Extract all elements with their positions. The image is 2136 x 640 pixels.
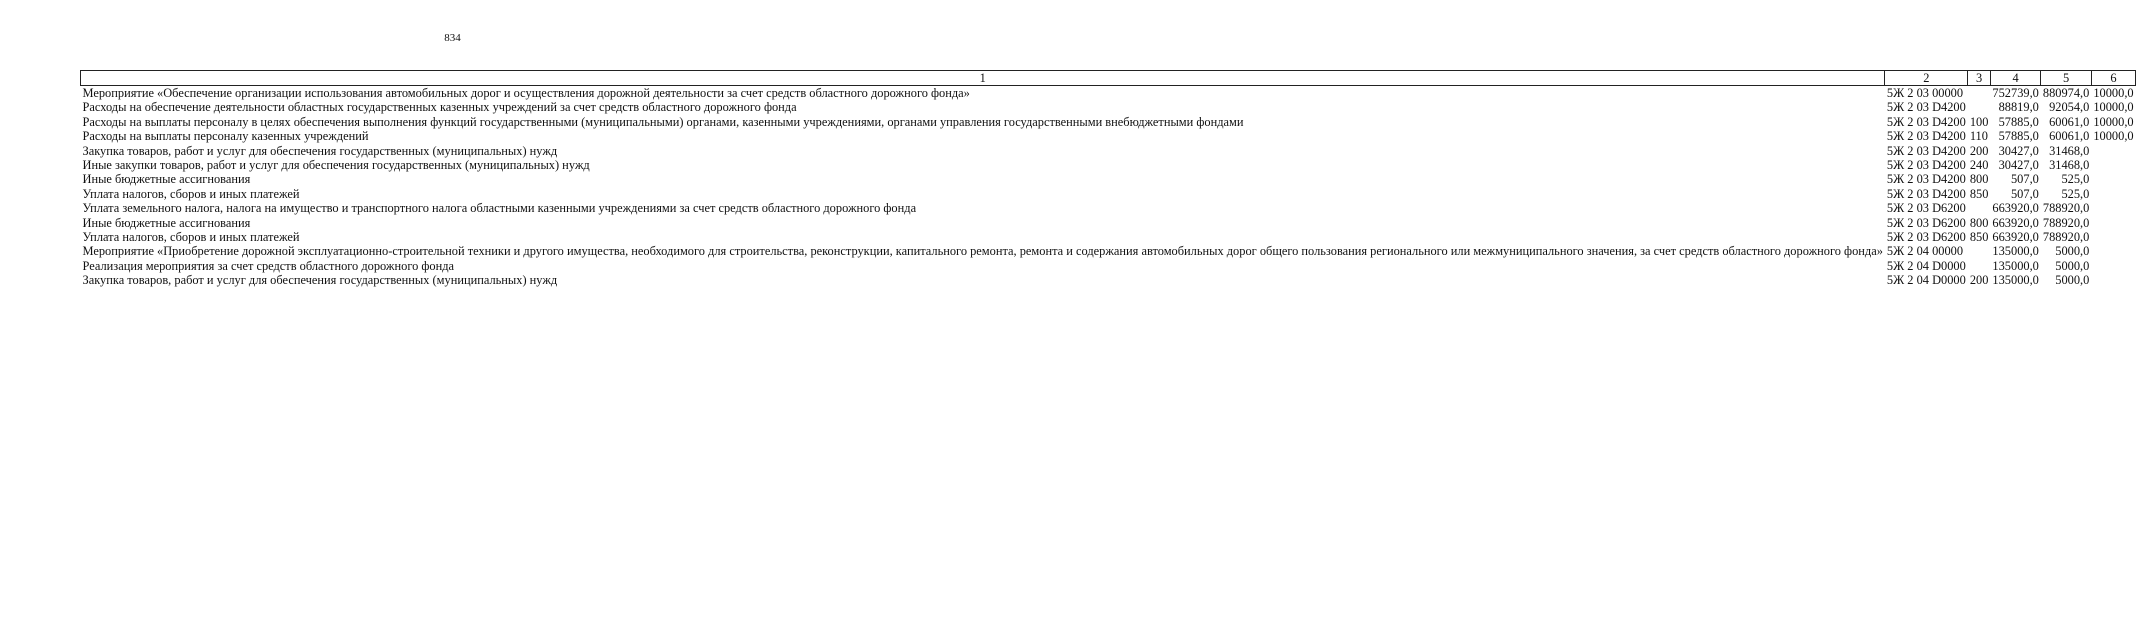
row-value-6 [2091, 259, 2135, 273]
page-number: 834 [444, 32, 461, 44]
row-value-6 [2091, 216, 2135, 230]
column-header-4: 4 [1990, 71, 2040, 86]
row-value-4: 135000,0 [1992, 244, 2039, 259]
row-value-6: 10000,0 [2093, 86, 2134, 100]
row-name: Закупка товаров, работ и услуг для обеспечения государственных (муниципальных) нужд [82, 273, 558, 288]
row-value-6: 10000,0 [2093, 129, 2134, 144]
row-value-4: 30427,0 [1998, 158, 2039, 173]
row-expense-type: 110 [1969, 129, 1988, 144]
row-code: 5Ж 2 03 D4200 [1886, 172, 1966, 187]
table-row [81, 201, 2136, 215]
row-value-6 [2091, 244, 2135, 258]
row-expense-type: 200 [1969, 143, 1989, 158]
row-value-4: 30427,0 [1998, 143, 2039, 158]
row-value-4: 752739,0 [1992, 86, 2039, 100]
row-name: Закупка товаров, работ и услуг для обеспечения государственных (муниципальных) нужд [82, 143, 558, 158]
row-expense-type [1968, 86, 1991, 101]
row-expense-type: 800 [1969, 215, 1989, 230]
row-code: 5Ж 2 04 00000 [1886, 244, 1964, 259]
row-name: Расходы на выплаты персоналу в целях обеспечения выполнения функций государственными (муниципальными) органами, казенными учреждениями, органами управления государственными внебюджетными фондами [82, 114, 1244, 129]
row-code: 5Ж 2 04 D0000 [1886, 258, 1966, 273]
row-value-6 [2091, 187, 2135, 201]
row-value-4: 135000,0 [1992, 273, 2039, 288]
table-row [81, 273, 2136, 287]
row-value-5: 788920,0 [2042, 230, 2090, 245]
row-value-6: 10000,0 [2093, 114, 2134, 129]
table-row [81, 172, 2136, 186]
row-expense-type: 850 [1969, 186, 1989, 201]
row-expense-type: 240 [1969, 158, 1989, 173]
column-header-2: 2 [1885, 71, 1968, 86]
row-expense-type: 100 [1969, 114, 1989, 129]
table-row [81, 158, 2136, 172]
row-name: Реализация мероприятия за счет средств областного дорожного фонда [82, 258, 455, 273]
row-value-6 [2091, 144, 2135, 158]
row-value-4: 135000,0 [1992, 258, 2039, 273]
row-name: Уплата земельного налога, налога на имущество и транспортного налога областными казенными учреждениями за счет средств областного дорожного фонда [82, 201, 917, 216]
row-code: 5Ж 2 03 D4200 [1886, 114, 1966, 129]
row-code: 5Ж 2 03 D4200 [1886, 100, 1966, 115]
row-value-5: 525,0 [2061, 186, 2090, 201]
row-value-4: 663920,0 [1992, 215, 2039, 230]
row-expense-type: 850 [1969, 230, 1989, 245]
budget-table [80, 70, 2136, 288]
row-value-4: 663920,0 [1992, 230, 2039, 245]
row-value-5: 60061,0 [2049, 129, 2090, 144]
row-value-5: 880974,0 [2042, 86, 2090, 100]
table-row [81, 115, 2136, 129]
table-row [81, 230, 2136, 244]
row-name: Иные бюджетные ассигнования [82, 215, 251, 230]
row-value-4: 507,0 [2010, 172, 2039, 187]
row-code: 5Ж 2 03 D4200 [1886, 186, 1966, 201]
column-number-row [81, 71, 2136, 86]
row-value-5: 31468,0 [2049, 158, 2090, 173]
row-value-4: 507,0 [2010, 186, 2039, 201]
row-code: 5Ж 2 03 00000 [1886, 86, 1964, 100]
row-expense-type: 800 [1969, 172, 1989, 187]
row-value-6: 10000,0 [2093, 100, 2134, 115]
row-value-5: 5000,0 [2055, 273, 2090, 288]
row-value-5: 31468,0 [2049, 143, 2090, 158]
table-row [81, 100, 2136, 114]
row-expense-type [1968, 244, 1991, 258]
row-value-6 [2091, 201, 2135, 215]
row-name: Уплата налогов, сборов и иных платежей [82, 186, 300, 201]
row-value-6 [2091, 230, 2135, 244]
row-name: Мероприятие «Приобретение дорожной эксплуатационно-строительной техники и другого имущества, необходимого для строительства, реконструкции, капитального ремонта, ремонта и содержания автомобильных дорог общего пользования регионального или межмуниципального значения, за счет средств областного дорожного фонда» [82, 244, 1883, 259]
row-value-5: 525,0 [2061, 172, 2090, 187]
row-value-5: 60061,0 [2049, 114, 2090, 129]
row-code: 5Ж 2 03 D6200 [1886, 230, 1966, 245]
table-row [81, 129, 2136, 143]
row-name: Иные закупки товаров, работ и услуг для обеспечения государственных (муниципальных) нужд [82, 158, 590, 173]
row-expense-type [1968, 201, 1991, 215]
row-name: Расходы на выплаты персоналу казенных учреждений [82, 129, 369, 144]
table-row [81, 244, 2136, 258]
row-value-6 [2091, 273, 2135, 287]
row-name: Мероприятие «Обеспечение организации использования автомобильных дорог и осуществления дорожной деятельности за счет средств областного дорожного фонда» [82, 86, 970, 100]
table-row [81, 216, 2136, 230]
row-expense-type: 200 [1969, 273, 1989, 288]
table-row [81, 187, 2136, 201]
column-header-6: 6 [2091, 71, 2135, 86]
row-value-5: 788920,0 [2042, 215, 2090, 230]
row-value-5: 5000,0 [2055, 244, 2090, 259]
row-name: Иные бюджетные ассигнования [82, 172, 251, 187]
row-value-4: 663920,0 [1992, 201, 2039, 216]
row-code: 5Ж 2 03 D4200 [1886, 143, 1966, 158]
row-value-5: 5000,0 [2055, 258, 2090, 273]
column-header-3: 3 [1968, 71, 1991, 86]
row-value-5: 92054,0 [2049, 100, 2090, 115]
row-expense-type [1968, 259, 1991, 273]
column-header-1: 1 [81, 71, 1885, 86]
table-row [81, 86, 2136, 101]
row-name: Расходы на обеспечение деятельности областных государственных казенных учреждений за счет средств областного дорожного фонда [82, 100, 797, 115]
row-code: 5Ж 2 03 D6200 [1886, 201, 1966, 216]
row-expense-type [1968, 100, 1991, 114]
row-value-4: 88819,0 [1998, 100, 2039, 115]
table-row [81, 144, 2136, 158]
row-code: 5Ж 2 03 D6200 [1886, 215, 1966, 230]
row-name: Уплата налогов, сборов и иных платежей [82, 230, 300, 245]
row-value-4: 57885,0 [1998, 129, 2039, 144]
column-header-5: 5 [2041, 71, 2091, 86]
row-value-6 [2091, 172, 2135, 186]
row-code: 5Ж 2 04 D0000 [1886, 273, 1966, 288]
row-value-4: 57885,0 [1998, 114, 2039, 129]
row-value-6 [2091, 158, 2135, 172]
row-value-5: 788920,0 [2042, 201, 2090, 216]
row-code: 5Ж 2 03 D4200 [1886, 129, 1966, 144]
table-row [81, 259, 2136, 273]
row-code: 5Ж 2 03 D4200 [1886, 158, 1966, 173]
